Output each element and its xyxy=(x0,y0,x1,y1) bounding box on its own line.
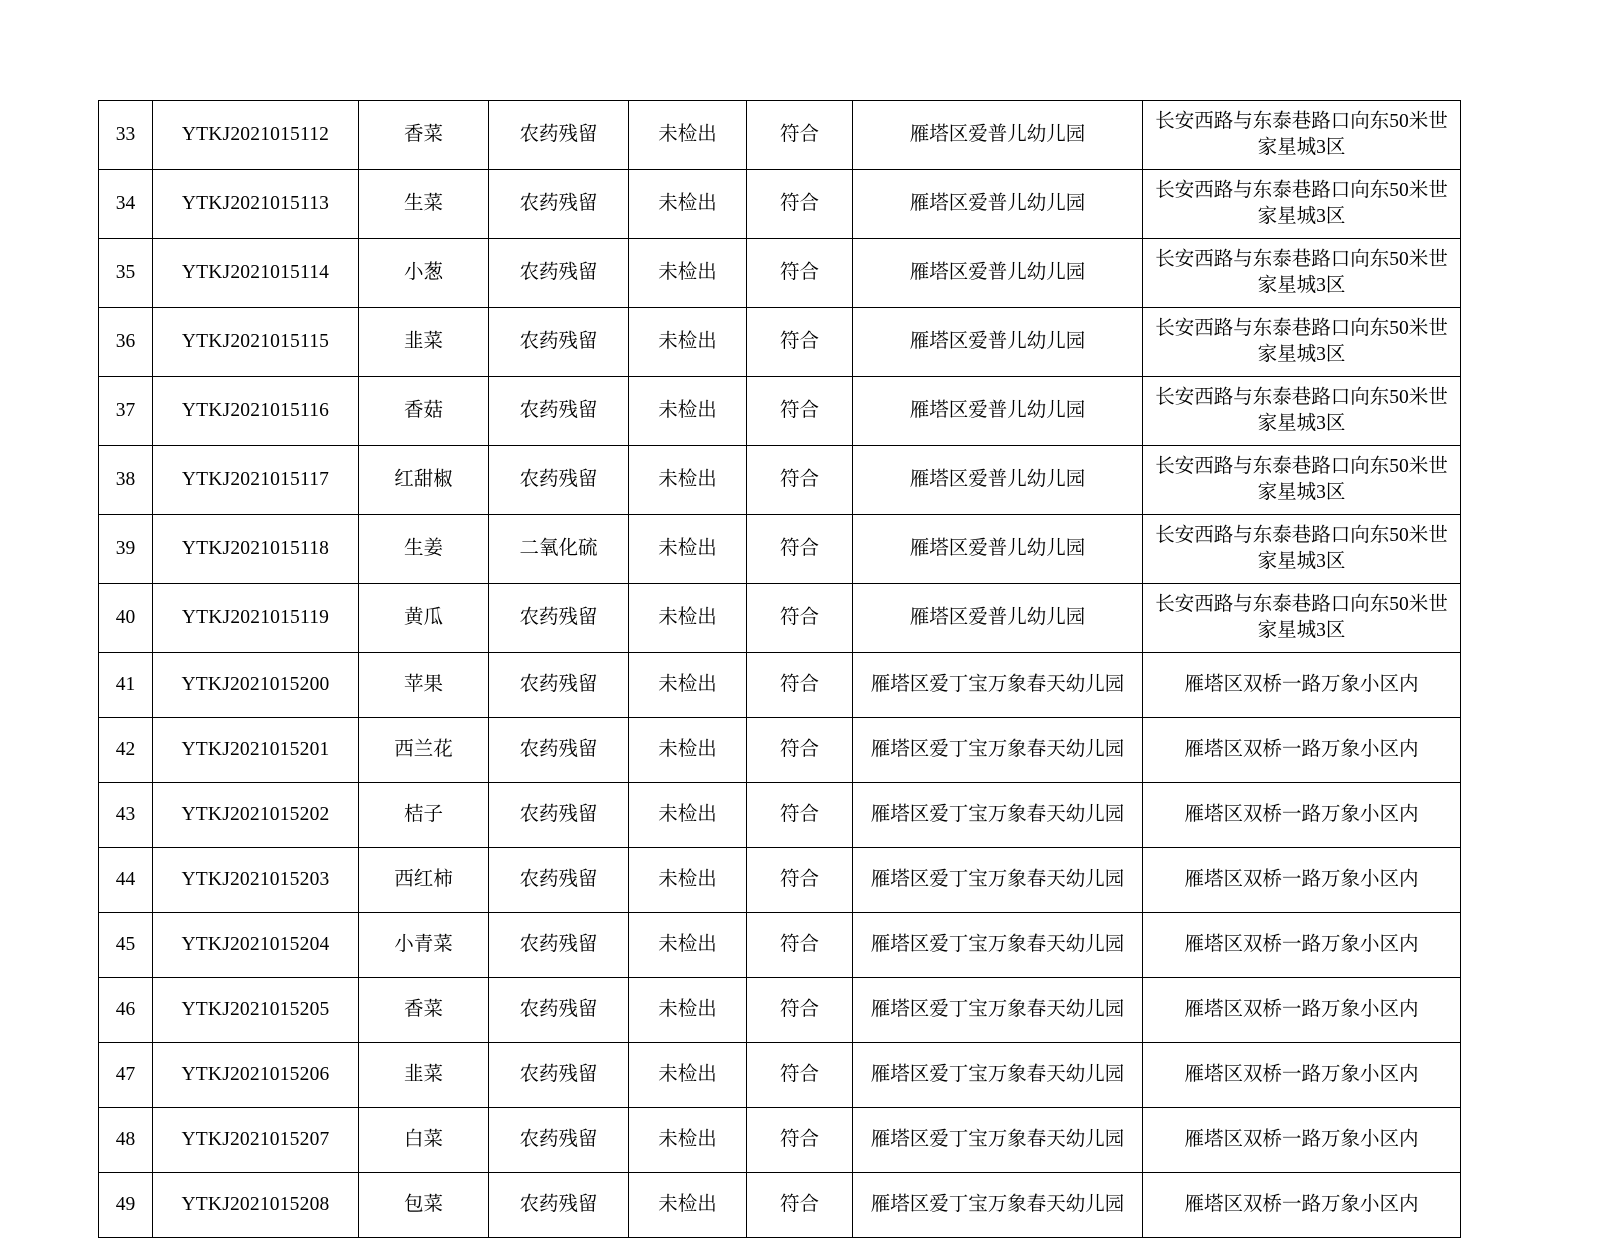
table-row xyxy=(99,239,1461,308)
table-row xyxy=(99,515,1461,584)
inspection-results-table-wrapper xyxy=(98,100,1460,1238)
inspection-results-table xyxy=(98,100,1461,1238)
cell-unit: 雁塔区爱丁宝万象春天幼儿园 xyxy=(853,1173,1143,1238)
cell-address: 长安西路与东泰巷路口向东50米世家星城3区 xyxy=(1143,515,1461,584)
cell-index: 41 xyxy=(99,653,153,718)
cell-judgement: 符合 xyxy=(747,101,853,170)
cell-test-result: 未检出 xyxy=(629,308,747,377)
cell-test-item: 农药残留 xyxy=(489,584,629,653)
cell-sample-code: YTKJ2021015112 xyxy=(153,101,359,170)
cell-judgement: 符合 xyxy=(747,1173,853,1238)
cell-address: 长安西路与东泰巷路口向东50米世家星城3区 xyxy=(1143,308,1461,377)
cell-judgement: 符合 xyxy=(747,978,853,1043)
cell-test-result: 未检出 xyxy=(629,1108,747,1173)
cell-judgement: 符合 xyxy=(747,848,853,913)
cell-sample-name: 苹果 xyxy=(359,653,489,718)
cell-sample-code: YTKJ2021015202 xyxy=(153,783,359,848)
cell-sample-name: 桔子 xyxy=(359,783,489,848)
cell-index: 46 xyxy=(99,978,153,1043)
cell-address: 长安西路与东泰巷路口向东50米世家星城3区 xyxy=(1143,101,1461,170)
cell-sample-name: 生姜 xyxy=(359,515,489,584)
table-row xyxy=(99,101,1461,170)
cell-test-result: 未检出 xyxy=(629,718,747,783)
cell-test-item: 农药残留 xyxy=(489,101,629,170)
cell-test-item: 农药残留 xyxy=(489,1043,629,1108)
cell-test-result: 未检出 xyxy=(629,653,747,718)
cell-test-item: 农药残留 xyxy=(489,653,629,718)
cell-address: 雁塔区双桥一路万象小区内 xyxy=(1143,718,1461,783)
cell-sample-code: YTKJ2021015207 xyxy=(153,1108,359,1173)
cell-test-item: 农药残留 xyxy=(489,913,629,978)
cell-sample-code: YTKJ2021015208 xyxy=(153,1173,359,1238)
cell-test-result: 未检出 xyxy=(629,170,747,239)
cell-judgement: 符合 xyxy=(747,1043,853,1108)
table-row xyxy=(99,170,1461,239)
cell-sample-name: 黄瓜 xyxy=(359,584,489,653)
cell-sample-code: YTKJ2021015117 xyxy=(153,446,359,515)
cell-address: 雁塔区双桥一路万象小区内 xyxy=(1143,1108,1461,1173)
table-row xyxy=(99,913,1461,978)
cell-judgement: 符合 xyxy=(747,239,853,308)
cell-index: 38 xyxy=(99,446,153,515)
cell-index: 43 xyxy=(99,783,153,848)
table-row xyxy=(99,978,1461,1043)
cell-judgement: 符合 xyxy=(747,1108,853,1173)
cell-sample-code: YTKJ2021015115 xyxy=(153,308,359,377)
cell-judgement: 符合 xyxy=(747,584,853,653)
cell-sample-code: YTKJ2021015206 xyxy=(153,1043,359,1108)
cell-address: 长安西路与东泰巷路口向东50米世家星城3区 xyxy=(1143,446,1461,515)
cell-index: 44 xyxy=(99,848,153,913)
cell-test-result: 未检出 xyxy=(629,848,747,913)
cell-index: 34 xyxy=(99,170,153,239)
cell-test-result: 未检出 xyxy=(629,1173,747,1238)
cell-sample-code: YTKJ2021015201 xyxy=(153,718,359,783)
cell-address: 雁塔区双桥一路万象小区内 xyxy=(1143,1173,1461,1238)
cell-judgement: 符合 xyxy=(747,515,853,584)
cell-judgement: 符合 xyxy=(747,913,853,978)
cell-test-result: 未检出 xyxy=(629,515,747,584)
cell-index: 39 xyxy=(99,515,153,584)
cell-index: 40 xyxy=(99,584,153,653)
cell-test-item: 二氧化硫 xyxy=(489,515,629,584)
cell-unit: 雁塔区爱普儿幼儿园 xyxy=(853,308,1143,377)
cell-test-item: 农药残留 xyxy=(489,377,629,446)
table-row xyxy=(99,377,1461,446)
cell-unit: 雁塔区爱普儿幼儿园 xyxy=(853,239,1143,308)
cell-judgement: 符合 xyxy=(747,170,853,239)
table-row xyxy=(99,718,1461,783)
table-row xyxy=(99,848,1461,913)
cell-test-result: 未检出 xyxy=(629,239,747,308)
cell-judgement: 符合 xyxy=(747,783,853,848)
cell-sample-name: 包菜 xyxy=(359,1173,489,1238)
cell-sample-code: YTKJ2021015204 xyxy=(153,913,359,978)
cell-test-result: 未检出 xyxy=(629,377,747,446)
cell-sample-name: 韭菜 xyxy=(359,1043,489,1108)
cell-unit: 雁塔区爱普儿幼儿园 xyxy=(853,515,1143,584)
cell-sample-name: 红甜椒 xyxy=(359,446,489,515)
cell-index: 37 xyxy=(99,377,153,446)
table-row xyxy=(99,653,1461,718)
cell-unit: 雁塔区爱丁宝万象春天幼儿园 xyxy=(853,653,1143,718)
table-row xyxy=(99,308,1461,377)
cell-address: 雁塔区双桥一路万象小区内 xyxy=(1143,913,1461,978)
cell-test-item: 农药残留 xyxy=(489,170,629,239)
cell-test-item: 农药残留 xyxy=(489,308,629,377)
cell-judgement: 符合 xyxy=(747,718,853,783)
cell-unit: 雁塔区爱丁宝万象春天幼儿园 xyxy=(853,718,1143,783)
cell-sample-name: 白菜 xyxy=(359,1108,489,1173)
cell-index: 48 xyxy=(99,1108,153,1173)
cell-sample-name: 韭菜 xyxy=(359,308,489,377)
cell-address: 长安西路与东泰巷路口向东50米世家星城3区 xyxy=(1143,239,1461,308)
cell-test-item: 农药残留 xyxy=(489,978,629,1043)
cell-test-result: 未检出 xyxy=(629,584,747,653)
cell-address: 长安西路与东泰巷路口向东50米世家星城3区 xyxy=(1143,584,1461,653)
cell-sample-code: YTKJ2021015114 xyxy=(153,239,359,308)
cell-sample-name: 西兰花 xyxy=(359,718,489,783)
cell-unit: 雁塔区爱普儿幼儿园 xyxy=(853,446,1143,515)
cell-test-result: 未检出 xyxy=(629,978,747,1043)
cell-index: 36 xyxy=(99,308,153,377)
cell-address: 雁塔区双桥一路万象小区内 xyxy=(1143,1043,1461,1108)
cell-sample-code: YTKJ2021015200 xyxy=(153,653,359,718)
table-row xyxy=(99,446,1461,515)
cell-address: 雁塔区双桥一路万象小区内 xyxy=(1143,783,1461,848)
cell-test-item: 农药残留 xyxy=(489,1108,629,1173)
cell-unit: 雁塔区爱普儿幼儿园 xyxy=(853,170,1143,239)
cell-test-item: 农药残留 xyxy=(489,239,629,308)
cell-judgement: 符合 xyxy=(747,377,853,446)
cell-unit: 雁塔区爱丁宝万象春天幼儿园 xyxy=(853,1108,1143,1173)
cell-sample-name: 西红柿 xyxy=(359,848,489,913)
cell-index: 42 xyxy=(99,718,153,783)
cell-test-result: 未检出 xyxy=(629,446,747,515)
cell-judgement: 符合 xyxy=(747,446,853,515)
cell-sample-code: YTKJ2021015116 xyxy=(153,377,359,446)
cell-address: 雁塔区双桥一路万象小区内 xyxy=(1143,848,1461,913)
cell-sample-name: 小葱 xyxy=(359,239,489,308)
cell-sample-code: YTKJ2021015205 xyxy=(153,978,359,1043)
cell-judgement: 符合 xyxy=(747,653,853,718)
cell-sample-name: 香菜 xyxy=(359,101,489,170)
cell-sample-code: YTKJ2021015113 xyxy=(153,170,359,239)
cell-test-result: 未检出 xyxy=(629,1043,747,1108)
cell-unit: 雁塔区爱普儿幼儿园 xyxy=(853,101,1143,170)
cell-sample-name: 香菇 xyxy=(359,377,489,446)
cell-unit: 雁塔区爱普儿幼儿园 xyxy=(853,584,1143,653)
table-row xyxy=(99,1043,1461,1108)
cell-address: 长安西路与东泰巷路口向东50米世家星城3区 xyxy=(1143,170,1461,239)
cell-test-item: 农药残留 xyxy=(489,1173,629,1238)
cell-test-item: 农药残留 xyxy=(489,446,629,515)
table-row xyxy=(99,584,1461,653)
cell-sample-code: YTKJ2021015118 xyxy=(153,515,359,584)
cell-address: 长安西路与东泰巷路口向东50米世家星城3区 xyxy=(1143,377,1461,446)
table-row xyxy=(99,1108,1461,1173)
table-row xyxy=(99,1173,1461,1238)
cell-address: 雁塔区双桥一路万象小区内 xyxy=(1143,978,1461,1043)
cell-index: 45 xyxy=(99,913,153,978)
cell-unit: 雁塔区爱普儿幼儿园 xyxy=(853,377,1143,446)
cell-index: 47 xyxy=(99,1043,153,1108)
cell-unit: 雁塔区爱丁宝万象春天幼儿园 xyxy=(853,1043,1143,1108)
cell-sample-code: YTKJ2021015119 xyxy=(153,584,359,653)
cell-sample-code: YTKJ2021015203 xyxy=(153,848,359,913)
cell-test-result: 未检出 xyxy=(629,783,747,848)
cell-test-item: 农药残留 xyxy=(489,718,629,783)
table-row xyxy=(99,783,1461,848)
cell-index: 49 xyxy=(99,1173,153,1238)
table-body xyxy=(99,101,1461,1238)
cell-judgement: 符合 xyxy=(747,308,853,377)
cell-sample-name: 小青菜 xyxy=(359,913,489,978)
cell-unit: 雁塔区爱丁宝万象春天幼儿园 xyxy=(853,913,1143,978)
cell-index: 35 xyxy=(99,239,153,308)
cell-test-item: 农药残留 xyxy=(489,848,629,913)
cell-address: 雁塔区双桥一路万象小区内 xyxy=(1143,653,1461,718)
cell-index: 33 xyxy=(99,101,153,170)
cell-sample-name: 生菜 xyxy=(359,170,489,239)
cell-unit: 雁塔区爱丁宝万象春天幼儿园 xyxy=(853,848,1143,913)
cell-test-item: 农药残留 xyxy=(489,783,629,848)
cell-unit: 雁塔区爱丁宝万象春天幼儿园 xyxy=(853,978,1143,1043)
cell-test-result: 未检出 xyxy=(629,101,747,170)
cell-sample-name: 香菜 xyxy=(359,978,489,1043)
cell-test-result: 未检出 xyxy=(629,913,747,978)
cell-unit: 雁塔区爱丁宝万象春天幼儿园 xyxy=(853,783,1143,848)
